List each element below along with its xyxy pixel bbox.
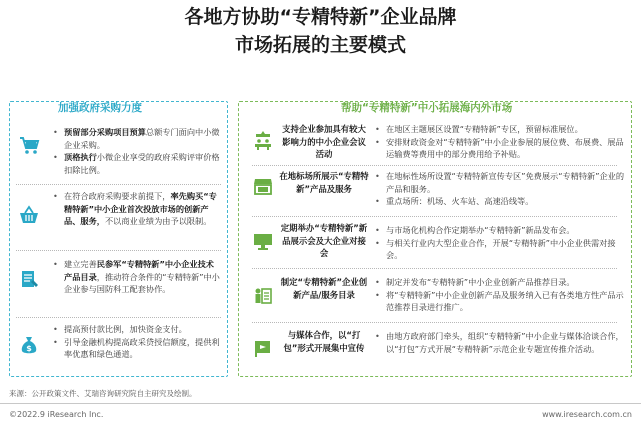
list-item: • 将“专精特新”中小企业创新产品及服务纳入已有各类地方性产品示范推荐目录进行推广。: [374, 289, 629, 314]
store-front-icon: [252, 175, 274, 197]
divider: [252, 216, 617, 217]
list-item: • 引导金融机构提高政采贷授信额度，提供利率优惠和绿色通道。: [52, 336, 222, 361]
right-row-3-list: [374, 224, 629, 262]
left-item-1-list: [52, 126, 222, 176]
website-link[interactable]: www.iresearch.com.cn: [542, 410, 632, 419]
right-panel-heading: 帮助“专精特新”中小拓展海内外市场: [337, 103, 516, 114]
list-item: • 重点场所：机场、火车站、高速沿线等。: [374, 195, 629, 208]
money-bag-icon: [18, 334, 40, 356]
list-item: • 安排财政资金对“专精特新”中小企业参展的展位费、布展费、展品运输费等费用中的部分费用给予补贴。: [374, 136, 629, 161]
left-item-3-list: [52, 258, 222, 296]
shopping-cart-icon: [18, 134, 40, 156]
right-row-4-label: 制定“专精特新”企业创新产品/服务目录: [280, 277, 368, 300]
list-item: • 由地方政府部门牵头，组织“专精特新”中小企业与媒体洽谈合作，以“打包”方式开展“专精特新”示范企业专题宣传推介活动。: [374, 330, 629, 355]
product-catalog-icon: [18, 268, 40, 290]
divider: [16, 317, 221, 318]
right-row-5-list: [374, 330, 629, 355]
list-item: • 与市场化机构合作定期举办“专精特新”新品发布会。: [374, 224, 629, 237]
right-row-4-list: [374, 276, 629, 314]
right-row-5-label: 与媒体合作，以“打包”形式开展集中宣传: [283, 330, 365, 353]
right-row-3-label: 定期举办“专精特新”新品展示会及大企业对接会: [280, 223, 368, 258]
left-item-4-list: [52, 323, 222, 361]
list-item: • 提高预付款比例，加快资金支付。: [52, 323, 222, 336]
divider: [252, 322, 617, 323]
copyright-text: ©2022.9 iResearch Inc.: [9, 410, 104, 419]
media-flag-icon: [252, 337, 274, 359]
list-item: • 顶格执行小微企业享受的政府采购评审价格扣除比例。: [52, 151, 222, 176]
page-title-line-2: 市场拓展的主要模式: [234, 34, 406, 56]
list-item: • 在地标性场所设置“专精特新宣传专区”免费展示“专精特新”企业的产品和服务。: [374, 170, 629, 195]
right-row-2-label: 在地标场所展示“专精特新”产品及服务: [279, 171, 369, 194]
divider: [252, 165, 617, 166]
right-row-1-label: 支持企业参加具有较大影响力的中小企业会议活动: [282, 124, 366, 159]
source-note: 来源：公开政策文件、艾瑞咨询研究院自主研究及绘制。: [9, 389, 197, 398]
shopping-basket-icon: [18, 204, 40, 226]
left-panel-heading: 加强政府采购力度: [54, 103, 146, 114]
list-item: • 在符合政府采购要求前提下，率先购买“专精特新”中小企业首次投放市场的创新产品、服务，不以商业业绩为由予以限制。: [52, 190, 222, 228]
list-item: • 制定并发布“专精特新”中小企业创新产品推荐目录。: [374, 276, 629, 289]
footer-divider: [0, 403, 641, 404]
right-row-2-list: [374, 170, 629, 208]
page-title-line-1: 各地方协助“专精特新”企业品牌: [184, 6, 457, 28]
list-item: • 与相关行业内大型企业合作，开展“专精特新”中小企业供需对接会。: [374, 237, 629, 262]
left-item-2-list: [52, 190, 222, 228]
divider: [16, 250, 221, 251]
presentation-screen-icon: [252, 230, 274, 252]
list-item: • 建立完善民参军“专精特新”中小企业技术产品目录，推动符合条件的“专精特新”中小企业参与国防科工配套协作。: [52, 258, 222, 296]
right-row-1-list: [374, 123, 629, 161]
list-item: • 预留部分采购项目预算总额专门面向中小微企业采购。: [52, 126, 222, 151]
svg-text:$: $: [26, 344, 32, 353]
document-person-icon: [252, 285, 274, 307]
exhibition-booth-icon: [252, 129, 274, 151]
list-item: • 在地区主题展区设置“专精特新”专区，预留标准展位。: [374, 123, 629, 136]
divider: [252, 268, 617, 269]
divider: [16, 184, 221, 185]
